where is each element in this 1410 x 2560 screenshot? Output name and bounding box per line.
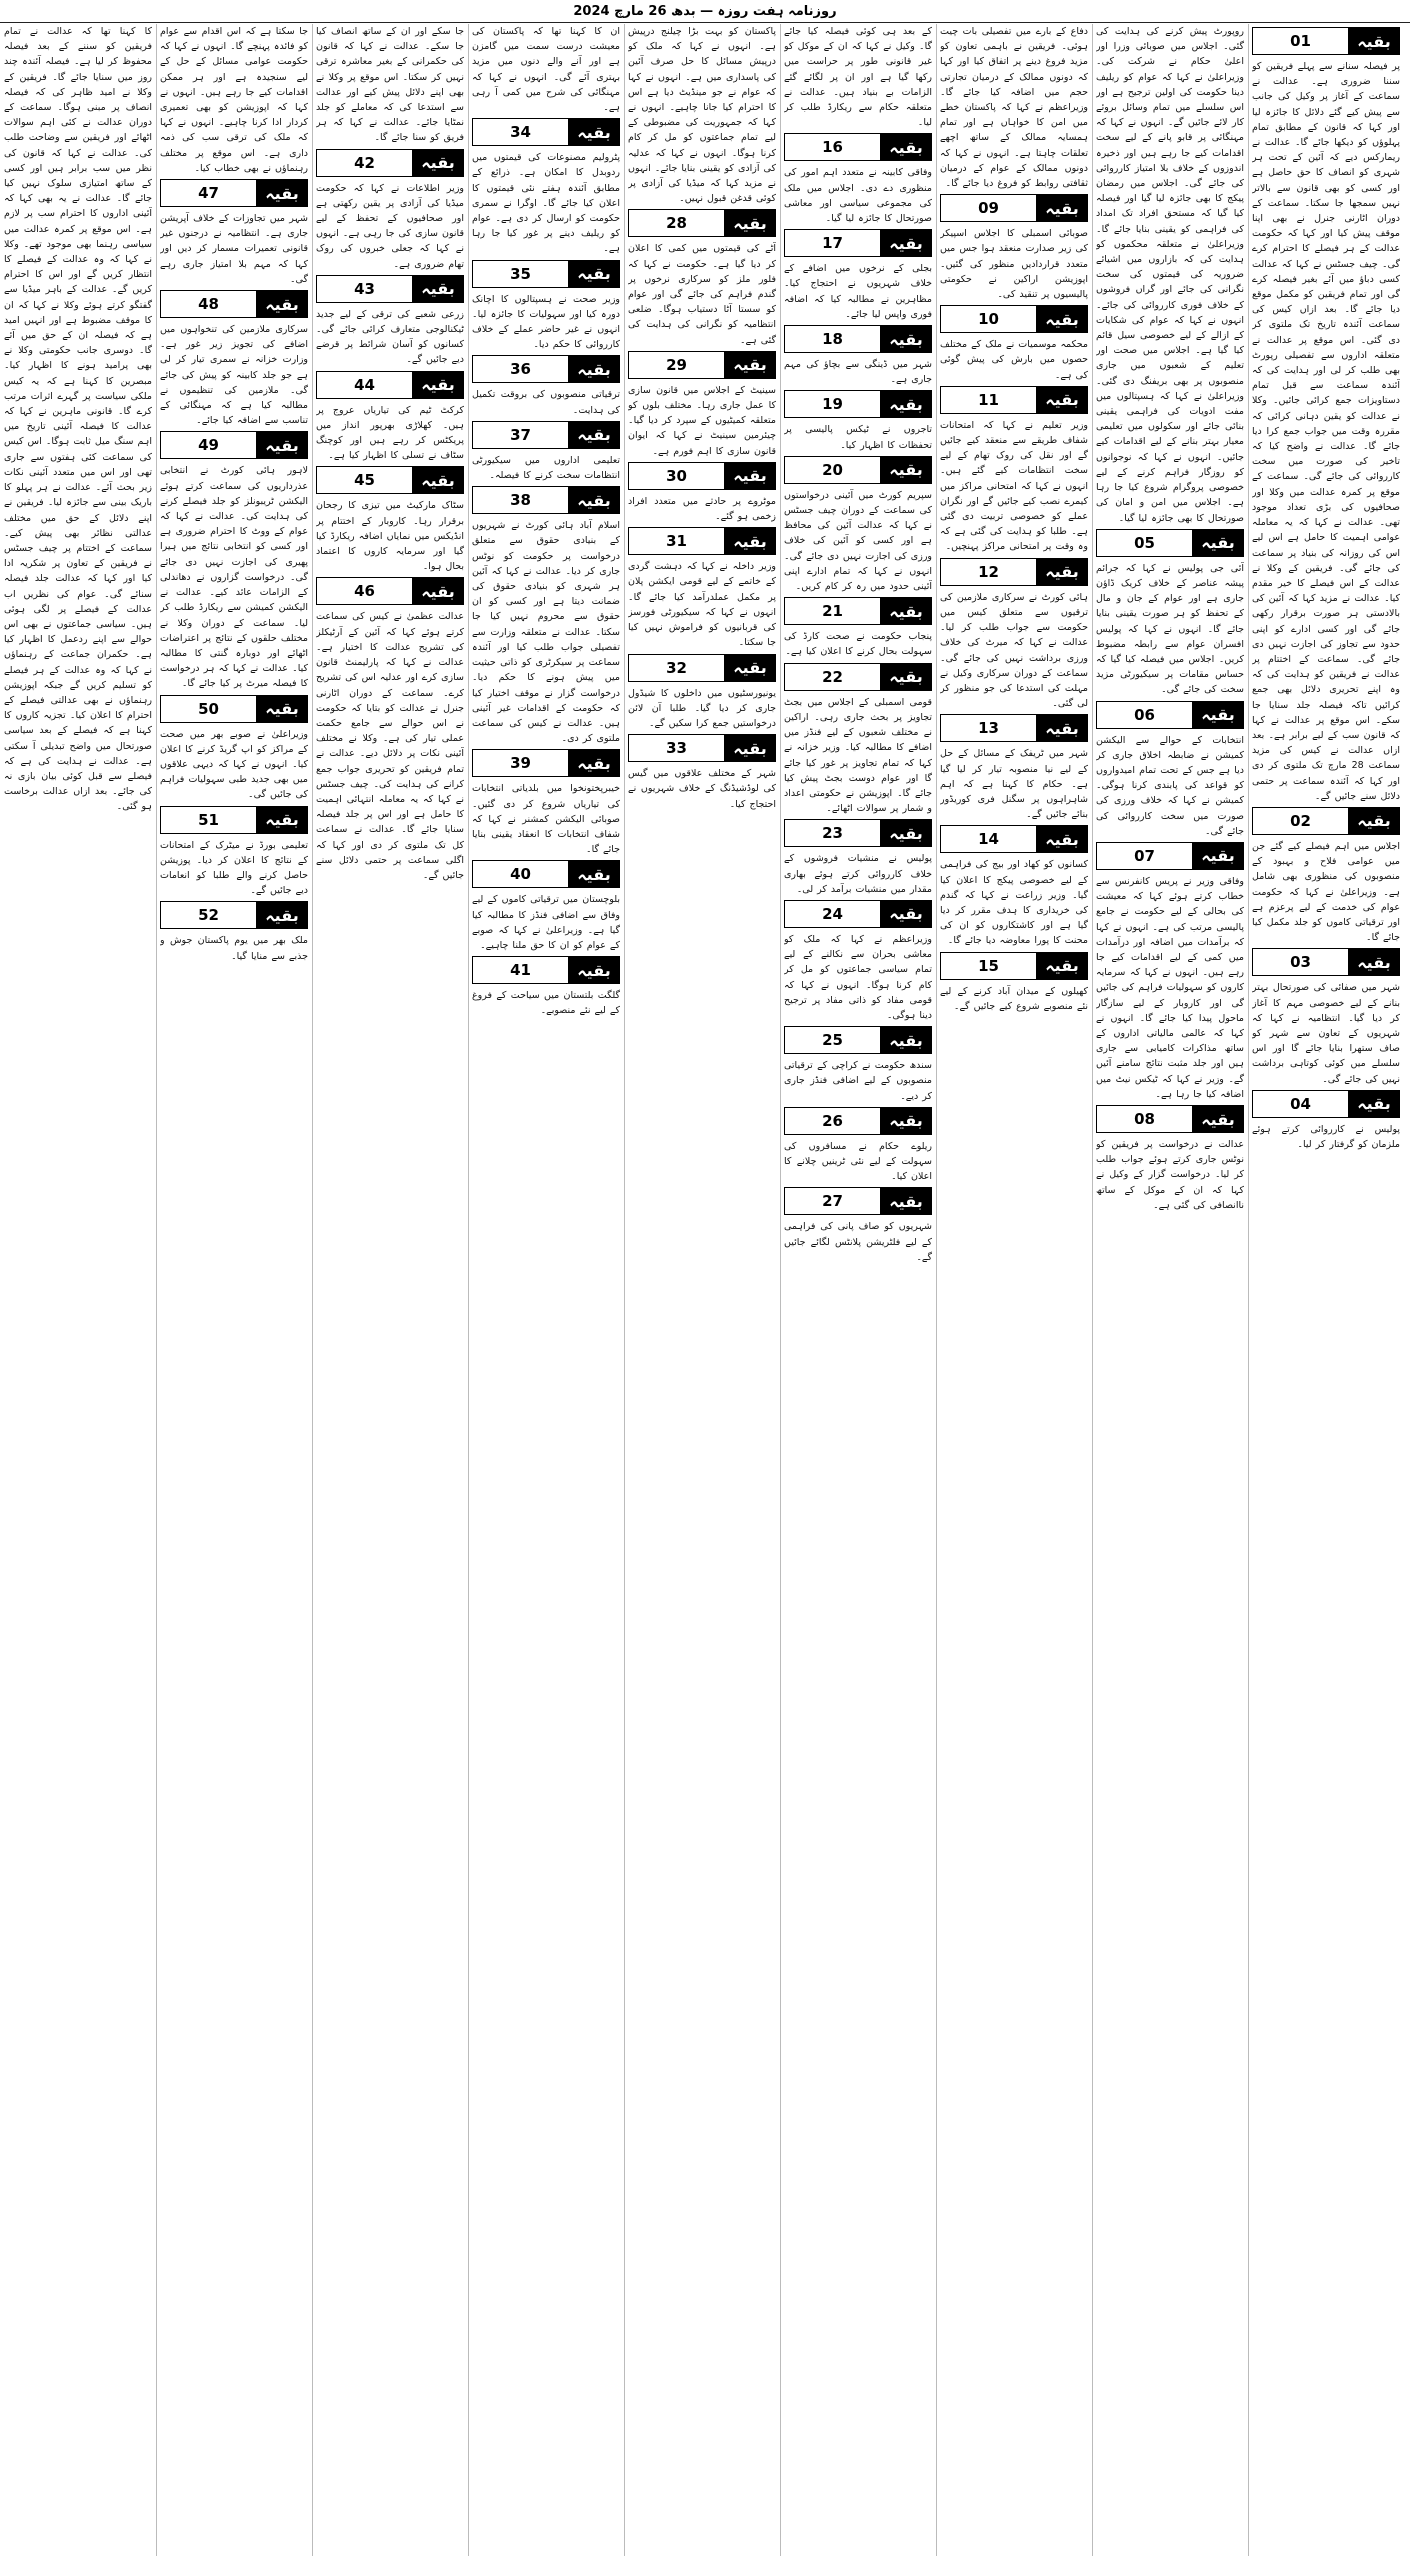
continuation-number: 48 — [160, 291, 256, 317]
continuation-label: بقیہ — [880, 230, 932, 256]
continuation-header — [316, 466, 464, 494]
article-text: کا کہنا تھا کہ عدالت نے تمام فریقین کو سننے کے بعد فیصلہ محفوظ کر لیا ہے۔ فیصلہ آئندہ چند روز میں سنایا جائے گا۔ فریقین کے وکلا نے امید ظاہر کی کہ فیصلہ انصاف پر مبنی ہوگا۔ سماعت کے دوران عدالت نے کئی اہم سوالات اٹھائے اور فریقین سے وضاحت طلب کی۔ عدالت نے کہا کہ قانون کی نظر میں سب برابر ہیں اور کسی کے ساتھ امتیازی سلوک نہیں کیا جائے گا۔ عدالت نے یہ بھی کہا کہ آئینی اداروں کا احترام سب پر لازم ہے۔ اس موقع پر کمرہ عدالت میں سیاسی رہنما بھی موجود تھے۔ وکلا نے کہا کہ وہ عدالت کے فیصلے کا انتظار کریں گے اور اس کا احترام کریں گے۔ عدالت کے باہر میڈیا سے گفتگو کرتے ہوئے وکلا نے کہا کہ ان کا موقف مضبوط ہے اور انہیں امید ہے کہ فیصلہ ان کے حق میں آئے گا۔ دوسری جانب حکومتی وکلا نے بھی پرامید ہونے کا اظہار کیا۔ مبصرین کا کہنا ہے کہ یہ کیس ملکی سیاست پر گہرے اثرات مرتب کرے گا۔ قانونی ماہرین نے کہا کہ عدالت کا فیصلہ آئینی تاریخ میں اہم سنگ میل ثابت ہوگا۔ اس کیس کی سماعت کئی ہفتوں سے جاری تھی اور اس میں متعدد آئینی نکات زیر بحث آئے۔ عدالت نے ہر پہلو کا باریک بینی سے جائزہ لیا۔ فریقین نے اپنے دلائل کے حق میں مختلف عدالتی نظائر بھی پیش کیے۔ سماعت کے اختتام پر چیف جسٹس نے فریقین کے تعاون پر شکریہ ادا کیا اور کہا کہ عدالت جلد فیصلہ سنائے گی۔ عوام کی نظریں اب عدالت کے فیصلے پر لگی ہوئی ہیں۔ سیاسی جماعتوں نے بھی اس حوالے سے اپنے ردعمل کا اظہار کیا ہے۔ حکمران جماعت کے رہنماؤں نے کہا کہ وہ عدالت کے ہر فیصلے کو تسلیم کریں گے جبکہ اپوزیشن رہنماؤں نے بھی عدالتی فیصلے کے احترام کا اعلان کیا۔ تجزیہ کاروں کا کہنا ہے کہ فیصلے کے بعد سیاسی صورتحال میں واضح تبدیلی آ سکتی ہے۔ عدالت نے ہدایت کی ہے کہ فیصلے سے قبل کوئی بیان بازی نہ کی جائے۔ بعد ازاں عدالت برخاست ہو گئی۔ — [4, 26, 152, 813]
continuation-number: 10 — [940, 306, 1036, 332]
column-divider — [624, 24, 625, 2556]
article-text: وزیر صحت نے ہسپتالوں کا اچانک دورہ کیا اور سہولیات کا جائزہ لیا۔ انہوں نے غیر حاضر عملے کے خلاف کارروائی کا حکم دیا۔ — [472, 293, 620, 351]
continuation-number: 03 — [1252, 949, 1348, 975]
continuation-header — [940, 952, 1088, 980]
continuation-header — [784, 133, 932, 161]
article-text: وزیر داخلہ نے کہا کہ دہشت گردی کے خاتمے کے لیے قومی ایکشن پلان پر مکمل عملدرآمد کیا جائے گا۔ انہوں نے کہا کہ سیکیورٹی فورسز کی قربانیوں کو فراموش نہیں کیا جا سکتا۔ — [628, 561, 776, 649]
continuation-label: بقیہ — [1192, 530, 1244, 556]
continuation-header — [472, 956, 620, 984]
continuation-header — [472, 118, 620, 146]
continuation-number: 50 — [160, 696, 256, 722]
continuation-lead — [784, 24, 932, 130]
continuation-block-15 — [940, 949, 1088, 1014]
continuation-number: 52 — [160, 902, 256, 928]
continuation-number: 17 — [784, 230, 880, 256]
continuation-number: 28 — [628, 210, 724, 236]
continuation-number: 51 — [160, 807, 256, 833]
continuation-number: 32 — [628, 655, 724, 681]
continuation-block-10 — [940, 302, 1088, 383]
continuation-lead — [1096, 24, 1244, 526]
article-text: زرعی شعبے کی ترقی کے لیے جدید ٹیکنالوجی متعارف کرائی جائے گی۔ کسانوں کو آسان شرائط پر قرضے دیے جائیں گے۔ — [316, 308, 464, 366]
date-line: روزنامہ ہفت روزہ — بدھ 26 مارچ 2024 — [573, 3, 837, 19]
continuation-block-41 — [472, 953, 620, 1018]
continuation-block-06 — [1096, 698, 1244, 839]
continuation-label: بقیہ — [880, 1188, 932, 1214]
continuation-block-36 — [472, 352, 620, 417]
column-1 — [1252, 24, 1400, 2556]
continuation-label: بقیہ — [1348, 28, 1400, 54]
continuation-number: 49 — [160, 432, 256, 458]
continuation-number: 23 — [784, 820, 880, 846]
continuation-label: بقیہ — [568, 422, 620, 448]
continuation-header — [784, 819, 932, 847]
continuation-label: بقیہ — [412, 578, 464, 604]
continuation-block-03 — [1252, 945, 1400, 1086]
continuation-block-44 — [316, 368, 464, 464]
continuation-block-42 — [316, 146, 464, 272]
article-text: پولیس نے منشیات فروشوں کے خلاف کارروائی کرتے ہوئے بھاری مقدار میں منشیات برآمد کر لی۔ — [784, 853, 932, 895]
continuation-label: بقیہ — [1192, 843, 1244, 869]
continuation-label: بقیہ — [412, 467, 464, 493]
continuation-label: بقیہ — [880, 901, 932, 927]
continuation-label: بقیہ — [1192, 1106, 1244, 1132]
article-text: لاہور ہائی کورٹ نے انتخابی عذرداریوں کی سماعت کرتے ہوئے الیکشن ٹریبونلز کو جلد فیصلے کرنے کی ہدایت کی۔ عدالت نے کہا کہ عوام کے ووٹ کا احترام ضروری ہے اور کسی کو انتخابی نتائج میں ہیرا پھیری کی اجازت نہیں دی جائے گی۔ درخواست گزاروں نے دھاندلی کے الزامات عائد کیے۔ عدالت نے الیکشن کمیشن سے ریکارڈ طلب کر لیا۔ سماعت کے دوران وکلا نے مختلف حلقوں کے نتائج پر اعتراضات اٹھائے اور دوبارہ گنتی کا مطالبہ کیا۔ عدالت نے کہا کہ ہر درخواست کا فیصلہ میرٹ پر کیا جائے گا۔ — [160, 465, 308, 690]
continuation-label: بقیہ — [880, 457, 932, 483]
continuation-label: بقیہ — [1348, 1091, 1400, 1117]
article-text: پولیس نے کارروائی کرتے ہوئے ملزمان کو گرفتار کر لیا۔ — [1252, 1123, 1400, 1150]
continuation-number: 41 — [472, 957, 568, 983]
continuation-block-05 — [1096, 526, 1244, 698]
continuation-number: 47 — [160, 180, 256, 206]
continuation-block-29 — [628, 348, 776, 459]
continuation-number: 42 — [316, 150, 412, 176]
continuation-number: 21 — [784, 598, 880, 624]
continuation-header — [160, 695, 308, 723]
continuation-label: بقیہ — [880, 598, 932, 624]
column-divider — [1248, 24, 1249, 2556]
continuation-header — [160, 179, 308, 207]
continuation-number: 22 — [784, 664, 880, 690]
continuation-number: 45 — [316, 467, 412, 493]
continuation-block-07 — [1096, 839, 1244, 1102]
continuation-block-49 — [160, 428, 308, 691]
article-text: صوبائی اسمبلی کا اجلاس اسپیکر کی زیر صدارت منعقد ہوا جس میں متعدد قراردادیں منظور کی گئیں۔ اپوزیشن اراکین نے حکومتی پالیسیوں پر تنقید کی۔ — [940, 228, 1088, 301]
continuation-block-08 — [1096, 1102, 1244, 1213]
article-text: سپریم کورٹ میں آئینی درخواستوں کی سماعت کے دوران چیف جسٹس نے کہا کہ عدالت آئین کی محافظ ہے اور کسی کو آئین کی خلاف ورزی کی اجازت نہیں دی جائے گی۔ انہوں نے کہا کہ تمام ادارے اپنی آئینی حدود میں رہ کر کام کریں۔ — [784, 489, 932, 593]
continuation-block-16 — [784, 130, 932, 226]
continuation-label: بقیہ — [256, 180, 308, 206]
continuation-number: 36 — [472, 356, 568, 382]
continuation-block-31 — [628, 524, 776, 650]
article-text: پنجاب حکومت نے صحت کارڈ کی سہولت بحال کرنے کا اعلان کیا ہے۔ — [784, 631, 932, 658]
column-9 — [4, 24, 152, 2556]
continuation-label: بقیہ — [568, 750, 620, 776]
continuation-label: بقیہ — [724, 735, 776, 761]
continuation-lead — [160, 24, 308, 176]
article-text: بلوچستان میں ترقیاتی کاموں کے لیے وفاق سے اضافی فنڈز کا مطالبہ کیا گیا ہے۔ وزیراعلیٰ نے کہا کہ صوبے کے عوام کو ان کا حق ملنا چاہیے۔ — [472, 894, 620, 951]
article-text: سٹاک مارکیٹ میں تیزی کا رجحان برقرار رہا۔ کاروبار کے اختتام پر انڈیکس میں نمایاں اضافہ ریکارڈ کیا گیا اور سرمایہ کاروں کا اعتماد بحال ہوا۔ — [316, 500, 464, 573]
continuation-block-33 — [628, 731, 776, 812]
article-text: وفاقی کابینہ نے متعدد اہم امور کی منظوری دے دی۔ اجلاس میں ملک کی مجموعی سیاسی اور معاشی صورتحال کا جائزہ لیا گیا۔ — [784, 167, 932, 225]
continuation-label: بقیہ — [568, 119, 620, 145]
continuation-label: بقیہ — [880, 664, 932, 690]
article-text: شہر میں صفائی کی صورتحال بہتر بنانے کے لیے خصوصی مہم کا آغاز کر دیا گیا۔ انتظامیہ نے کہا کہ شہریوں کے تعاون سے شہر کو صاف ستھرا بنایا جائے گا اور اس سلسلے میں کوئی کوتاہی برداشت نہیں کی جائے گی۔ — [1252, 982, 1400, 1085]
continuation-block-14 — [940, 822, 1088, 948]
article-text: جا سکتا ہے کہ اس اقدام سے عوام کو فائدہ پہنچے گا۔ انہوں نے کہا کہ حکومت عوامی مسائل کے حل کے لیے سنجیدہ ہے اور ہر ممکن اقدامات کیے جا رہے ہیں۔ انہوں نے کہا کہ اپوزیشن کو بھی تعمیری کردار ادا کرنا چاہیے۔ انہوں نے کہا کہ ملک کی ترقی سب کی ذمہ داری ہے۔ اس موقع پر مختلف رہنماؤں نے بھی خطاب کیا۔ — [160, 26, 308, 174]
continuation-label: بقیہ — [256, 902, 308, 928]
continuation-header — [316, 275, 464, 303]
continuation-block-26 — [784, 1104, 932, 1185]
continuation-header — [628, 462, 776, 490]
continuation-block-17 — [784, 226, 932, 322]
continuation-lead — [316, 24, 464, 146]
continuation-header — [784, 597, 932, 625]
continuation-number: 11 — [940, 387, 1036, 413]
continuation-header — [940, 305, 1088, 333]
continuation-number: 08 — [1096, 1106, 1192, 1132]
continuation-number: 39 — [472, 750, 568, 776]
continuation-label: بقیہ — [1036, 559, 1088, 585]
continuation-header — [472, 860, 620, 888]
article-text: دفاع کے بارے میں تفصیلی بات چیت ہوئی۔ فریقین نے باہمی تعاون کو مزید فروغ دینے پر اتفاق کیا اور کہا کہ دونوں ممالک کے درمیان تجارتی حجم میں اضافہ کیا جائے گا۔ وزیراعظم نے کہا کہ پاکستان خطے میں امن کا خواہاں ہے اور تمام ہمسایہ ممالک کے ساتھ اچھے تعلقات چاہتا ہے۔ انہوں نے کہا کہ دونوں ممالک کے عوام کے درمیان ثقافتی روابط کو فروغ دیا جائے گا۔ — [940, 26, 1088, 190]
continuation-header — [784, 229, 932, 257]
article-text: تاجروں نے ٹیکس پالیسی پر تحفظات کا اظہار کیا۔ — [784, 424, 932, 451]
article-text: وفاقی وزیر نے پریس کانفرنس سے خطاب کرتے ہوئے کہا کہ معیشت کی بحالی کے لیے حکومت نے جامع پالیسی مرتب کی ہے۔ انہوں نے کہا کہ برآمدات میں اضافہ اور درآمدات میں کمی کے لیے اقدامات کیے جا رہے ہیں۔ انہوں نے کہا کہ سرمایہ کاروں کو سہولیات فراہم کی جائیں گی اور کاروبار کے لیے سازگار ماحول پیدا کیا جائے گا۔ انہوں نے کہا کہ عالمی مالیاتی اداروں کے ساتھ مذاکرات کامیابی سے جاری ہیں اور جلد مثبت نتائج سامنے آئیں گے۔ وزیر نے کہا کہ ٹیکس نیٹ میں اضافہ کیا جا رہا ہے۔ — [1096, 875, 1244, 1100]
article-text: تعلیمی اداروں میں سیکیورٹی انتظامات سخت کرنے کا فیصلہ۔ — [472, 454, 620, 482]
continuation-header — [628, 654, 776, 682]
continuation-label: بقیہ — [256, 432, 308, 458]
continuation-label: بقیہ — [256, 696, 308, 722]
continuation-label: بقیہ — [724, 352, 776, 378]
continuation-number: 43 — [316, 276, 412, 302]
article-text: شہر میں ٹریفک کے مسائل کے حل کے لیے نیا منصوبہ تیار کر لیا گیا ہے۔ حکام کا کہنا ہے کہ اہم شاہراہوں پر سگنل فری کوریڈور بنائے جائیں گے۔ — [940, 748, 1088, 821]
article-text: تعلیمی بورڈ نے میٹرک کے امتحانات کے نتائج کا اعلان کر دیا۔ پوزیشن حاصل کرنے والے طلبا کو انعامات دیے جائیں گے۔ — [160, 839, 308, 897]
continuation-header — [1096, 1105, 1244, 1133]
article-text: وزیراعظم نے کہا کہ ملک کو معاشی بحران سے نکالنے کے لیے تمام سیاسی جماعتوں کو مل کر کام کرنا ہوگا۔ انہوں نے کہا کہ قومی مفاد کو ذاتی مفاد پر ترجیح دینا ہوگی۔ — [784, 933, 932, 1021]
article-text: بجلی کے نرخوں میں اضافے کے خلاف شہریوں نے احتجاج کیا۔ مظاہرین نے مطالبہ کیا کہ اضافہ فوری واپس لیا جائے۔ — [784, 263, 932, 320]
continuation-block-12 — [940, 555, 1088, 712]
column-7 — [316, 24, 464, 2556]
article-text: شہر کے مختلف علاقوں میں گیس کی لوڈشیڈنگ کے خلاف شہریوں نے احتجاج کیا۔ — [628, 768, 776, 810]
continuation-lead — [472, 24, 620, 115]
continuation-number: 02 — [1252, 808, 1348, 834]
continuation-block-01 — [1252, 24, 1400, 804]
continuation-label: بقیہ — [724, 210, 776, 236]
article-text: کرکٹ ٹیم کی تیاریاں عروج پر ہیں۔ کھلاڑی بھرپور انداز میں پریکٹس کر رہے ہیں اور کوچنگ سٹاف نے تسلی کا اظہار کیا ہے۔ — [316, 404, 464, 462]
continuation-block-04 — [1252, 1087, 1400, 1152]
continuation-block-02 — [1252, 804, 1400, 945]
continuation-label: بقیہ — [1036, 826, 1088, 852]
continuation-label: بقیہ — [724, 528, 776, 554]
article-text: آئی جی پولیس نے کہا کہ جرائم پیشہ عناصر کے خلاف کریک ڈاؤن جاری ہے اور عوام کے جان و مال کے تحفظ کو ہر صورت یقینی بنایا جائے گا۔ انہوں نے کہا کہ پولیس افسران عوام سے رابطہ مضبوط کریں۔ اجلاس میں فیصلہ کیا گیا کہ حساس مقامات پر سیکیورٹی مزید سخت کی جائے گی۔ — [1096, 562, 1244, 696]
continuation-header — [940, 386, 1088, 414]
column-divider — [1092, 24, 1093, 2556]
continuation-number: 12 — [940, 559, 1036, 585]
continuation-header — [160, 901, 308, 929]
continuation-block-09 — [940, 191, 1088, 302]
continuation-number: 06 — [1096, 702, 1192, 728]
continuation-block-37 — [472, 418, 620, 483]
continuation-block-45 — [316, 463, 464, 574]
article-text: جا سکے اور ان کے ساتھ انصاف کیا جا سکے۔ عدالت نے کہا کہ قانون کی حکمرانی کے بغیر معاشرہ ترقی نہیں کر سکتا۔ اس موقع پر وکلا نے بھی اپنے دلائل پیش کیے اور عدالت سے استدعا کی کہ معاملے کو جلد نمٹایا جائے۔ عدالت نے کہا کہ ہر فریق کو سنا جائے گا۔ — [316, 26, 464, 144]
column-5 — [628, 24, 776, 2556]
article-text: عدالت عظمیٰ نے کیس کی سماعت کرتے ہوئے کہا کہ آئین کے آرٹیکلز کی تشریح عدالت کا اختیار ہے۔ عدالت نے کہا کہ پارلیمنٹ قانون سازی کرے اور عدلیہ اس کی تشریح کرے۔ سماعت کے دوران اٹارنی جنرل نے عدالت کو بتایا کہ حکومت نے اس حوالے سے جامع حکمت عملی تیار کی ہے۔ وکلا نے مختلف آئینی نکات پر دلائل دیے۔ عدالت نے تمام فریقین کو تحریری جواب جمع کرانے کی ہدایت کی۔ چیف جسٹس نے کہا کہ یہ معاملہ انتہائی اہمیت کا حامل ہے اور اس پر جلد فیصلہ سنایا جائے گا۔ عدالت نے سماعت کل تک ملتوی کر دی اور کہا کہ اگلی سماعت پر حتمی دلائل سنے جائیں گے۔ — [316, 611, 464, 881]
article-text: پٹرولیم مصنوعات کی قیمتوں میں ردوبدل کا امکان ہے۔ ذرائع کے مطابق آئندہ ہفتے نئی قیمتوں کا اعلان کیا جائے گا۔ اوگرا نے سمری حکومت کو ارسال کر دی ہے۔ عوام کو ریلیف دینے پر غور کیا جا رہا ہے۔ — [472, 152, 620, 255]
continuation-header — [472, 421, 620, 449]
continuation-block-52 — [160, 898, 308, 963]
continuation-block-48 — [160, 287, 308, 428]
continuation-header — [628, 209, 776, 237]
continuation-number: 31 — [628, 528, 724, 554]
article-text: کے بعد ہی کوئی فیصلہ کیا جائے گا۔ وکیل نے کہا کہ ان کے موکل کو غیر قانونی طور پر حراست میں رکھا گیا ہے اور ان پر لگائے گئے الزامات بے بنیاد ہیں۔ عدالت نے متعلقہ حکام سے ریکارڈ طلب کر لیا۔ — [784, 26, 932, 129]
continuation-label: بقیہ — [568, 261, 620, 287]
article-text: خیبرپختونخوا میں بلدیاتی انتخابات کی تیاریاں شروع کر دی گئیں۔ صوبائی الیکشن کمشنر نے کہا کہ شفاف انتخابات کا انعقاد یقینی بنایا جائے گا۔ — [472, 783, 620, 856]
article-text: قومی اسمبلی کے اجلاس میں بجٹ تجاویز پر بحث جاری رہی۔ اراکین نے مختلف شعبوں کے لیے فنڈز میں اضافے کا مطالبہ کیا۔ وزیر خزانہ نے کہا کہ تمام تجاویز پر غور کیا جائے گا اور عوام دوست بجٹ پیش کیا جائے گا۔ اپوزیشن نے حکومتی اعداد و شمار پر سوالات اٹھائے۔ — [784, 696, 932, 815]
continuation-label: بقیہ — [568, 957, 620, 983]
continuation-number: 44 — [316, 372, 412, 398]
article-text: یونیورسٹیوں میں داخلوں کا شیڈول جاری کر دیا گیا۔ طلبا آن لائن درخواستیں جمع کرا سکیں گے۔ — [628, 687, 776, 729]
continuation-header — [160, 806, 308, 834]
article-text: پاکستان کو بہت بڑا چیلنج درپیش ہے۔ انہوں نے کہا کہ ملک کو درپیش مسائل کا حل صرف آئین کی پاسداری میں ہے۔ انہوں نے کہا کہ عوام نے جو مینڈیٹ دیا ہے اس کا احترام کیا جانا چاہیے۔ انہوں نے کہا کہ جمہوریت کی مضبوطی کے لیے تمام جماعتوں کو مل کر کام کرنا ہوگا۔ انہوں نے کہا کہ عدلیہ کی آزادی کو یقینی بنایا جائے۔ انہوں نے مزید کہا کہ میڈیا کی آزادی پر کوئی قدغن قبول نہیں۔ — [628, 26, 776, 205]
article-text: محکمہ موسمیات نے ملک کے مختلف حصوں میں بارش کی پیش گوئی کی ہے۔ — [940, 339, 1088, 381]
column-divider — [312, 24, 313, 2556]
continuation-header — [316, 149, 464, 177]
continuation-header — [1096, 529, 1244, 557]
continuation-number: 25 — [784, 1027, 880, 1053]
column-4 — [784, 24, 932, 2556]
continuation-number: 35 — [472, 261, 568, 287]
article-text: روپورٹ پیش کرنے کی ہدایت کی گئی۔ اجلاس میں صوبائی وزرا اور اعلیٰ حکام نے شرکت کی۔ وزیراعلیٰ نے کہا کہ عوام کو ریلیف دینا حکومت کی اولین ترجیح ہے اور اس سلسلے میں تمام وسائل بروئے کار لائے جائیں گے۔ انہوں نے کہا کہ مہنگائی پر قابو پانے کے لیے سخت اقدامات کیے جا رہے ہیں اور ذخیرہ اندوزوں کے خلاف بلا امتیاز کارروائی کی جائے گی۔ اجلاس میں رمضان پیکج کا بھی جائزہ لیا گیا اور فیصلہ کیا گیا کہ مستحق افراد تک امداد کی فراہمی کو یقینی بنایا جائے گا۔ وزیراعلیٰ نے متعلقہ محکموں کو ہدایت کی کہ بازاروں میں اشیائے ضروریہ کی قیمتوں کی سخت نگرانی کی جائے اور گراں فروشوں کے خلاف فوری کارروائی کی جائے۔ انہوں نے کہا کہ عوام کی شکایات کے ازالے کے لیے خصوصی سیل قائم کیا گیا ہے۔ اجلاس میں صحت اور تعلیم کے شعبوں میں جاری منصوبوں پر بھی بریفنگ دی گئی۔ وزیراعلیٰ نے کہا کہ ہسپتالوں میں مفت ادویات کی فراہمی یقینی بنائی جائے اور سکولوں میں تعلیمی معیار بہتر بنانے کے لیے اقدامات کیے جائیں۔ انہوں نے کہا کہ نوجوانوں کو روزگار فراہم کرنے کے لیے خصوصی پروگرام شروع کیا جا رہا ہے۔ اجلاس میں امن و امان کی صورتحال کا بھی جائزہ لیا گیا۔ — [1096, 26, 1244, 524]
column-2 — [1096, 24, 1244, 2556]
continuation-number: 30 — [628, 463, 724, 489]
continuation-header — [316, 577, 464, 605]
continuation-label: بقیہ — [412, 372, 464, 398]
continuation-label: بقیہ — [880, 326, 932, 352]
continuation-lead — [940, 24, 1088, 191]
continuation-label: بقیہ — [1036, 715, 1088, 741]
continuation-number: 04 — [1252, 1091, 1348, 1117]
continuation-header — [784, 1026, 932, 1054]
continuation-header — [472, 749, 620, 777]
continuation-header — [940, 558, 1088, 586]
continuation-block-27 — [784, 1184, 932, 1265]
continuation-block-50 — [160, 692, 308, 803]
continuation-label: بقیہ — [412, 276, 464, 302]
continuation-label: بقیہ — [568, 356, 620, 382]
article-text: پر فیصلہ سنانے سے پہلے فریقین کو سننا ضروری ہے۔ عدالت نے سماعت کے آغاز پر وکیل کی جانب سے پیش کیے گئے دلائل کا جائزہ لیا اور کہا کہ قانون کے مطابق تمام پہلوؤں کو دیکھا جائے گا۔ عدالت نے ریمارکس دیے کہ آئین کے تحت ہر شہری کو انصاف کا حق حاصل ہے اور کسی کو بھی قانون سے بالاتر نہیں سمجھا جا سکتا۔ سماعت کے دوران اٹارنی جنرل نے بھی اپنا موقف پیش کیا اور کہا کہ حکومت عدالت کے ہر فیصلے کا احترام کرے گی۔ چیف جسٹس نے کہا کہ عدالت کسی دباؤ میں آئے بغیر فیصلہ کرے گی اور تمام فریقین کو مکمل موقع دیا جائے گا۔ بعد ازاں کیس کی سماعت آئندہ تاریخ تک ملتوی کر دی گئی۔ اس موقع پر عدالت نے متعلقہ اداروں سے تفصیلی رپورٹ بھی طلب کر لی اور ہدایت کی کہ آئندہ سماعت سے قبل تمام دستاویزات جمع کرائی جائیں۔ وکلا نے عدالت کو یقین دہانی کرائی کہ مقررہ وقت میں جواب جمع کرا دیا جائے گا۔ عدالت نے واضح کیا کہ تاخیر کی صورت میں سخت کارروائی کی جائے گی۔ سماعت کے موقع پر کمرہ عدالت میں وکلا اور صحافیوں کی بڑی تعداد موجود تھی۔ عدالت نے کہا کہ یہ معاملہ عوامی اہمیت کا حامل ہے اس لیے اس کی روزانہ کی بنیاد پر سماعت کی جائے گی۔ فریقین کے وکلا نے عدالت کے اس فیصلے کا خیر مقدم کیا۔ عدالت نے مزید کہا کہ آئین کی بالادستی ہر صورت برقرار رکھی جائے گی اور کسی ادارے کو اپنی حدود سے تجاوز کی اجازت نہیں دی جائے گی۔ سماعت کے اختتام پر عدالت نے فریقین کو ہدایت کی کہ وہ اپنے تحریری دلائل بھی جمع کرائیں تاکہ فیصلہ جلد سنایا جا سکے۔ اس موقع پر عدالت نے کہا کہ قانون سب کے لیے برابر ہے۔ بعد ازاں عدالت نے کیس کی مزید سماعت 28 مارچ تک ملتوی کر دی اور کہا کہ آئندہ سماعت پر حتمی دلائل سنے جائیں گے۔ — [1252, 61, 1400, 802]
continuation-block-51 — [160, 803, 308, 899]
continuation-header — [784, 900, 932, 928]
continuation-label: بقیہ — [568, 487, 620, 513]
continuation-number: 26 — [784, 1108, 880, 1134]
continuation-header — [1252, 948, 1400, 976]
article-text: عدالت نے درخواست پر فریقین کو نوٹس جاری کرتے ہوئے جواب طلب کر لیا۔ درخواست گزار کے وکیل نے کہا کہ ان کے موکل کے ساتھ ناانصافی کی گئی ہے۔ — [1096, 1139, 1244, 1211]
continuation-header — [628, 527, 776, 555]
continuation-header — [1252, 807, 1400, 835]
continuation-number: 18 — [784, 326, 880, 352]
article-text: ہائی کورٹ نے سرکاری ملازمین کی ترقیوں سے متعلق کیس میں حکومت سے جواب طلب کر لیا۔ عدالت نے کہا کہ میرٹ کی خلاف ورزی برداشت نہیں کی جائے گی۔ سماعت کے دوران سرکاری وکیل نے مہلت کی استدعا کی جو منظور کر لی گئی۔ — [940, 591, 1088, 710]
continuation-number: 16 — [784, 134, 880, 160]
article-text: وزیر تعلیم نے کہا کہ امتحانات شفاف طریقے سے منعقد کیے جائیں گے اور نقل کی روک تھام کے لیے سخت انتظامات کیے گئے ہیں۔ انہوں نے کہا کہ امتحانی مراکز میں کیمرے نصب کیے جائیں گے اور نگران عملے کو خصوصی تربیت دی گئی ہے۔ طلبا کو ہدایت کی گئی ہے کہ وہ وقت پر امتحانی مراکز پہنچیں۔ — [940, 419, 1088, 553]
continuation-number: 20 — [784, 457, 880, 483]
continuation-header — [940, 825, 1088, 853]
continuation-label: بقیہ — [568, 861, 620, 887]
continuation-lead — [4, 24, 152, 815]
continuation-number: 13 — [940, 715, 1036, 741]
continuation-label: بقیہ — [880, 1027, 932, 1053]
continuation-label: بقیہ — [880, 820, 932, 846]
article-text: کھیلوں کے میدان آباد کرنے کے لیے نئے منصوبے شروع کیے جائیں گے۔ — [940, 985, 1088, 1012]
continuation-header — [784, 325, 932, 353]
article-text: شہر میں تجاوزات کے خلاف آپریشن جاری ہے۔ انتظامیہ نے درجنوں غیر قانونی تعمیرات مسمار کر دیں اور کہا کہ مہم بلا امتیاز جاری رہے گی۔ — [160, 213, 308, 285]
continuation-number: 33 — [628, 735, 724, 761]
continuation-block-19 — [784, 387, 932, 452]
article-text: ان کا کہنا تھا کہ پاکستان کی معیشت درست سمت میں گامزن ہے اور آنے والے دنوں میں مزید بہتری آئے گی۔ انہوں نے کہا کہ مہنگائی کی شرح میں کمی آ رہی ہے۔ — [472, 26, 620, 114]
continuation-header — [784, 1187, 932, 1215]
continuation-block-47 — [160, 176, 308, 287]
column-divider — [468, 24, 469, 2556]
continuation-label: بقیہ — [880, 391, 932, 417]
continuation-block-13 — [940, 711, 1088, 822]
continuation-number: 46 — [316, 578, 412, 604]
continuation-number: 40 — [472, 861, 568, 887]
article-text: کسانوں کو کھاد اور بیج کی فراہمی کے لیے خصوصی پیکج کا اعلان کیا گیا۔ وزیر زراعت نے کہا کہ گندم کی خریداری کا ہدف مقرر کر دیا گیا ہے اور کاشتکاروں کو ان کی محنت کا پورا معاوضہ دیا جائے گا۔ — [940, 859, 1088, 947]
column-divider — [156, 24, 157, 2556]
continuation-block-23 — [784, 816, 932, 897]
continuation-number: 19 — [784, 391, 880, 417]
continuation-label: بقیہ — [880, 134, 932, 160]
column-8 — [160, 24, 308, 2556]
continuation-block-28 — [628, 206, 776, 347]
continuation-label: بقیہ — [1348, 808, 1400, 834]
masthead — [0, 0, 1410, 23]
continuation-label: بقیہ — [724, 655, 776, 681]
continuation-block-22 — [784, 660, 932, 817]
continuation-block-34 — [472, 115, 620, 256]
continuation-header — [628, 351, 776, 379]
continuation-number: 38 — [472, 487, 568, 513]
continuation-header — [784, 456, 932, 484]
continuation-header — [1096, 701, 1244, 729]
continuation-number: 15 — [940, 953, 1036, 979]
article-text: اجلاس میں اہم فیصلے کیے گئے جن میں عوامی فلاح و بہبود کے منصوبوں کی منظوری بھی شامل ہے۔ وزیراعلیٰ نے کہا کہ حکومت عوام کی خدمت کے لیے پرعزم ہے اور ترقیاتی کاموں کو جلد مکمل کیا جائے گا۔ — [1252, 840, 1400, 944]
continuation-label: بقیہ — [1036, 306, 1088, 332]
column-divider — [936, 24, 937, 2556]
continuation-header — [472, 260, 620, 288]
continuation-block-40 — [472, 857, 620, 953]
continuation-number: 37 — [472, 422, 568, 448]
continuation-block-30 — [628, 459, 776, 524]
continuation-block-25 — [784, 1023, 932, 1104]
article-text: سندھ حکومت نے کراچی کے ترقیاتی منصوبوں کے لیے اضافی فنڈز جاری کر دیے۔ — [784, 1060, 932, 1102]
continuation-header — [316, 371, 464, 399]
continuation-block-11 — [940, 383, 1088, 555]
continuation-lead — [628, 24, 776, 206]
continuation-header — [940, 194, 1088, 222]
continuation-label: بقیہ — [724, 463, 776, 489]
article-text: اسلام آباد ہائی کورٹ نے شہریوں کے بنیادی حقوق سے متعلق درخواست پر حکومت کو نوٹس جاری کر دیا۔ عدالت نے کہا کہ آئین ہر شہری کو بنیادی حقوق کی ضمانت دیتا ہے اور کسی کو ان حقوق سے محروم نہیں کیا جا سکتا۔ عدالت نے متعلقہ وزارت سے تفصیلی جواب طلب کیا اور آئندہ سماعت پر سیکرٹری کو ذاتی حیثیت میں پیش ہونے کا حکم دیا۔ درخواست گزار نے موقف اختیار کیا کہ حکومت کے اقدامات غیر آئینی ہیں۔ عدالت نے کیس کی سماعت ملتوی کر دی۔ — [472, 520, 620, 745]
continuation-block-20 — [784, 453, 932, 594]
continuation-header — [160, 290, 308, 318]
article-text: ملک بھر میں یوم پاکستان جوش و جذبے سے منایا گیا۔ — [160, 935, 308, 962]
continuation-header — [1096, 842, 1244, 870]
continuation-label: بقیہ — [1036, 953, 1088, 979]
continuation-label: بقیہ — [256, 807, 308, 833]
continuation-block-39 — [472, 746, 620, 857]
continuation-block-35 — [472, 257, 620, 353]
continuation-number: 05 — [1096, 530, 1192, 556]
continuation-label: بقیہ — [880, 1108, 932, 1134]
continuation-label: بقیہ — [1348, 949, 1400, 975]
continuation-header — [628, 734, 776, 762]
article-text: سرکاری ملازمین کی تنخواہوں میں اضافے کی تجویز زیر غور ہے۔ وزارت خزانہ نے سمری تیار کر لی ہے جو جلد کابینہ کو پیش کی جائے گی۔ ملازمین کی تنظیموں نے مطالبہ کیا ہے کہ مہنگائی کے تناسب سے اضافہ کیا جائے۔ — [160, 324, 308, 427]
article-text: ترقیاتی منصوبوں کی بروقت تکمیل کی ہدایت۔ — [472, 389, 620, 416]
continuation-header — [472, 486, 620, 514]
continuation-number: 01 — [1252, 28, 1348, 54]
continuation-number: 14 — [940, 826, 1036, 852]
column-6 — [472, 24, 620, 2556]
continuation-number: 34 — [472, 119, 568, 145]
article-text: انتخابات کے حوالے سے الیکشن کمیشن نے ضابطہ اخلاق جاری کر دیا ہے جس کے تحت تمام امیدواروں کو قواعد کی پابندی کرنا ہوگی۔ کمیشن نے کہا کہ خلاف ورزی کی صورت میں سخت کارروائی کی جائے گی۔ — [1096, 734, 1244, 837]
continuation-label: بقیہ — [256, 291, 308, 317]
continuation-number: 27 — [784, 1188, 880, 1214]
article-text: آٹے کی قیمتوں میں کمی کا اعلان کر دیا گیا ہے۔ حکومت نے کہا کہ فلور ملز کو سرکاری نرخوں پر گندم فراہم کی جائے گی اور عوام کو سستا آٹا دستیاب ہوگا۔ ضلعی انتظامیہ کو نگرانی کی ہدایت کی گئی ہے۔ — [628, 243, 776, 346]
continuation-number: 07 — [1096, 843, 1192, 869]
article-text: وزیراعلیٰ نے صوبے بھر میں صحت کے مراکز کو اپ گریڈ کرنے کا اعلان کیا۔ انہوں نے کہا کہ دیہی علاقوں میں بھی جدید طبی سہولیات فراہم کی جائیں گی۔ — [160, 728, 308, 801]
continuation-header — [1252, 1090, 1400, 1118]
continuation-block-24 — [784, 897, 932, 1023]
continuation-block-43 — [316, 272, 464, 368]
continuation-block-21 — [784, 594, 932, 659]
article-text: وزیر اطلاعات نے کہا کہ حکومت میڈیا کی آزادی پر یقین رکھتی ہے اور صحافیوں کے تحفظ کے لیے قانون سازی کی جا رہی ہے۔ انہوں نے کہا کہ جعلی خبروں کی روک تھام ضروری ہے۔ — [316, 182, 464, 270]
article-text: گلگت بلتستان میں سیاحت کے فروغ کے لیے نئے منصوبے۔ — [472, 990, 620, 1017]
article-text: شہر میں ڈینگی سے بچاؤ کی مہم جاری ہے۔ — [784, 359, 932, 386]
continuation-block-18 — [784, 322, 932, 387]
article-text: موٹروے پر حادثے میں متعدد افراد زخمی ہو گئے۔ — [628, 495, 776, 523]
continuation-number: 09 — [940, 195, 1036, 221]
article-text: ریلوے حکام نے مسافروں کی سہولت کے لیے نئی ٹرینیں چلانے کا اعلان کیا۔ — [784, 1140, 932, 1183]
column-3 — [940, 24, 1088, 2556]
continuation-block-32 — [628, 651, 776, 732]
continuation-number: 29 — [628, 352, 724, 378]
continuation-header — [784, 663, 932, 691]
continuation-number: 24 — [784, 901, 880, 927]
continuation-label: بقیہ — [412, 150, 464, 176]
continuation-block-46 — [316, 574, 464, 883]
continuation-header — [784, 1107, 932, 1135]
article-text: شہریوں کو صاف پانی کی فراہمی کے لیے فلٹریشن پلانٹس لگائے جائیں گے۔ — [784, 1221, 932, 1263]
continuation-label: بقیہ — [1036, 195, 1088, 221]
continuation-header — [160, 431, 308, 459]
continuation-header — [472, 355, 620, 383]
continuation-label: بقیہ — [1036, 387, 1088, 413]
column-divider — [780, 24, 781, 2556]
continuation-label: بقیہ — [1192, 702, 1244, 728]
continuation-header — [940, 714, 1088, 742]
continuation-header — [1252, 27, 1400, 55]
continuation-header — [784, 390, 932, 418]
article-text: سینیٹ کے اجلاس میں قانون سازی کا عمل جاری رہا۔ مختلف بلوں کو متعلقہ کمیٹیوں کے سپرد کر دیا گیا۔ چیئرمین سینیٹ نے کہا کہ ایوان قانون سازی کا اہم فورم ہے۔ — [628, 384, 776, 457]
continuation-block-38 — [472, 483, 620, 746]
